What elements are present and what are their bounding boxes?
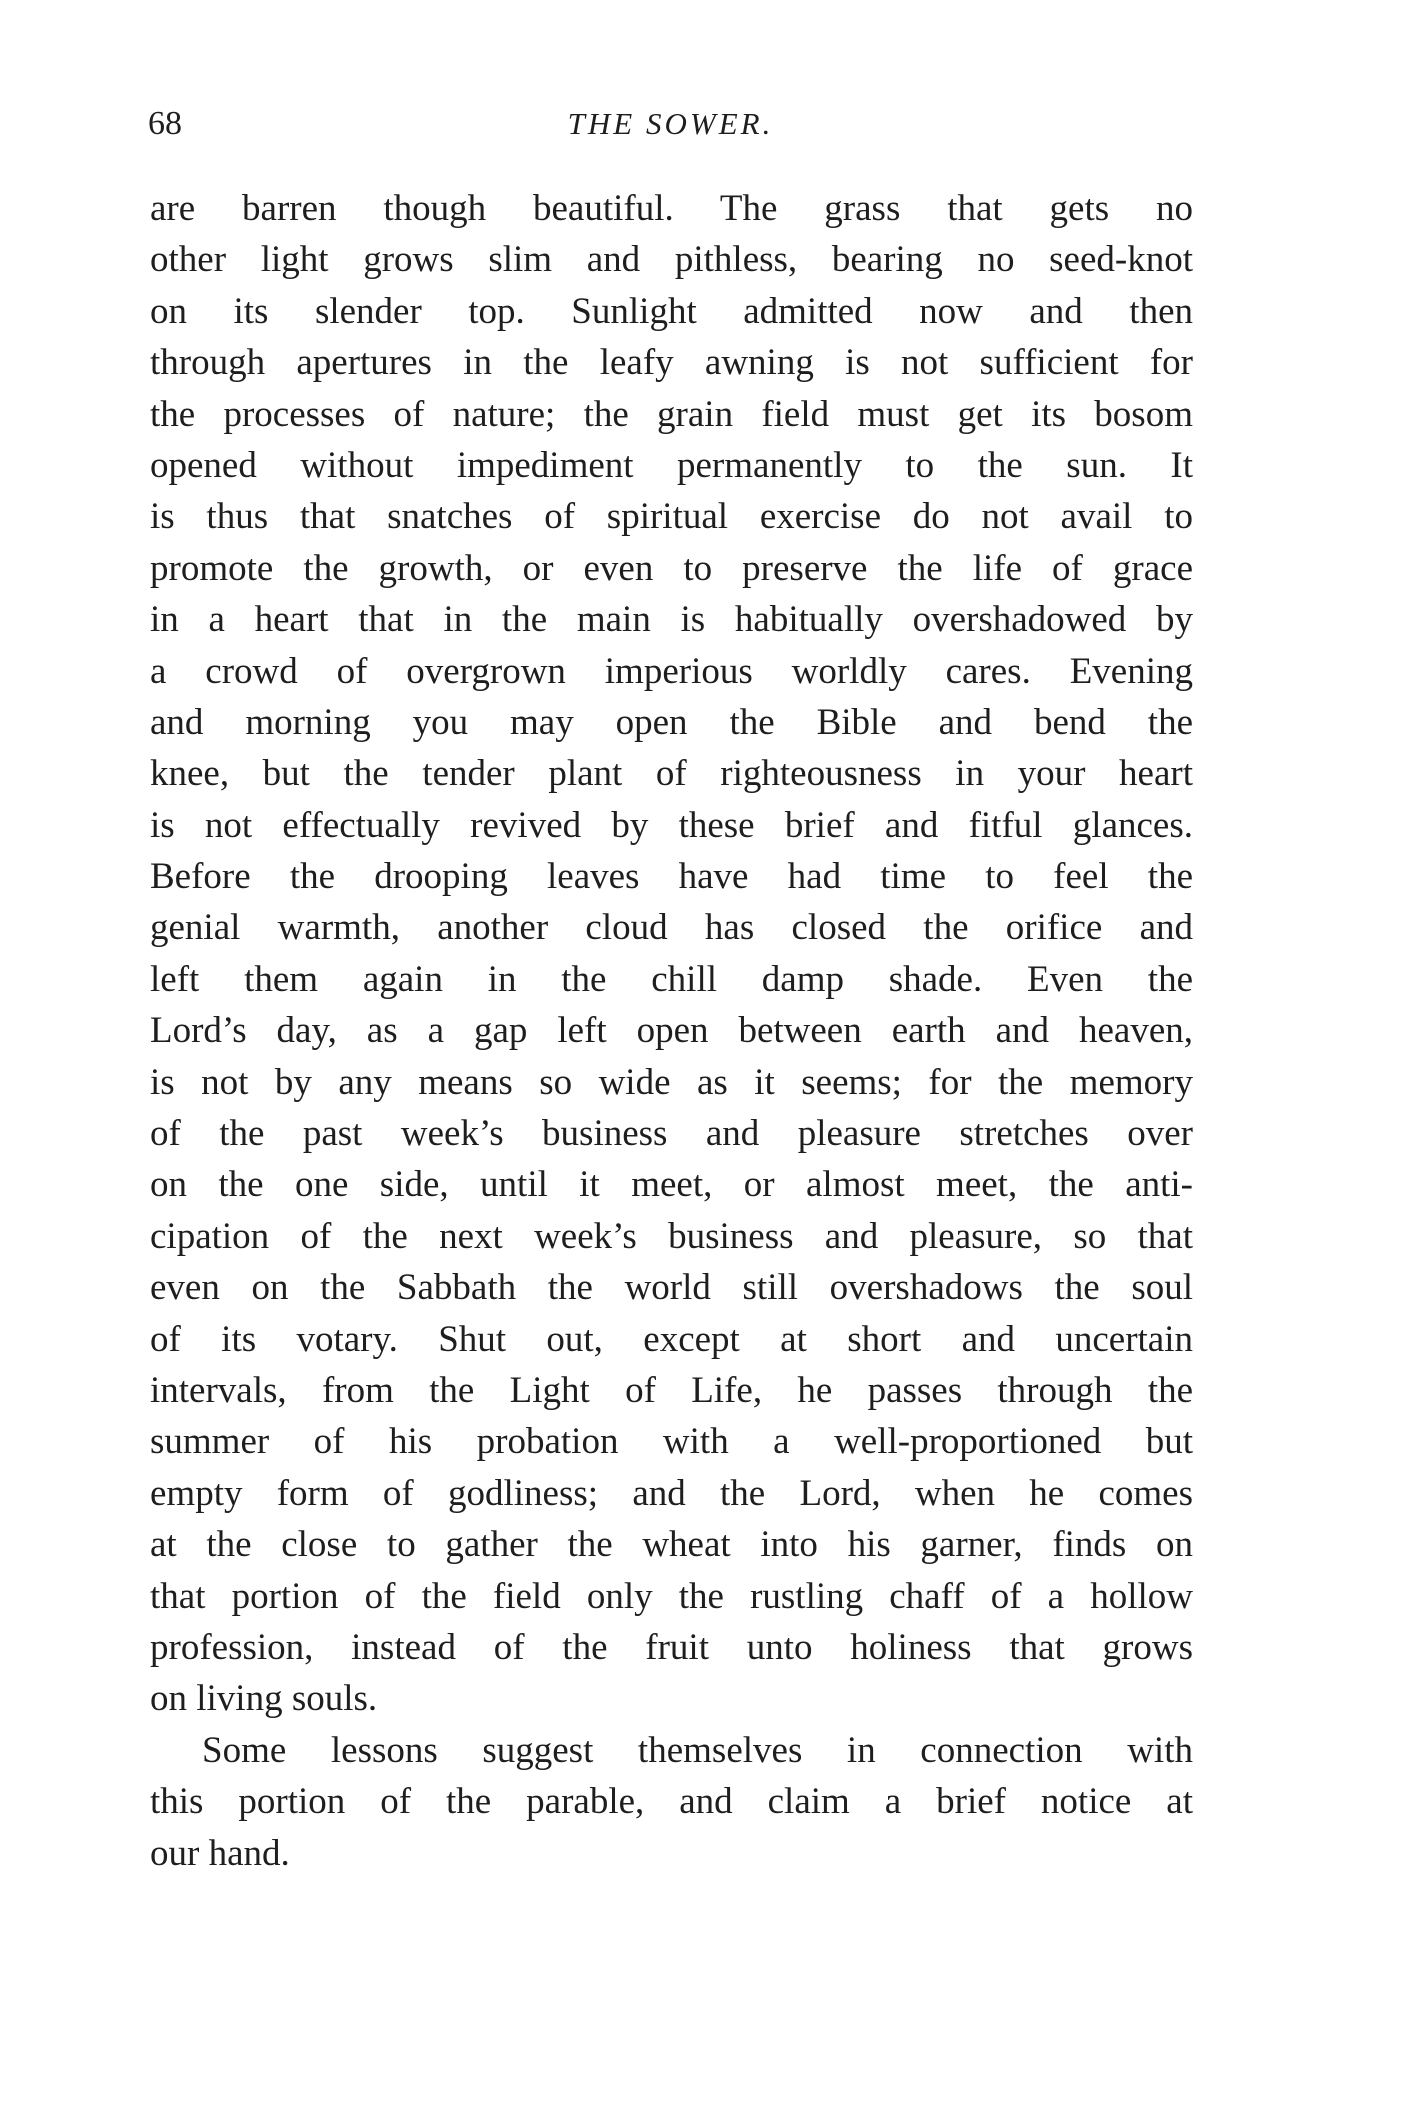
body-text <box>150 183 1193 1879</box>
text-line: Before the drooping leaves have had time to feel the <box>150 856 1193 898</box>
text-line: opened without impediment permanently to the sun. It <box>150 444 1193 486</box>
text-line: Some lessons suggest themselves in connection with <box>202 1729 1193 1771</box>
text-line: is not effectually revived by these brief and fitful glances. <box>150 804 1193 846</box>
text-line: cipation of the next week’s business and pleasure, so that <box>150 1215 1193 1257</box>
text-line: at the close to gather the wheat into his garner, finds on <box>150 1524 1193 1566</box>
text-line: are barren though beautiful. The grass that gets no <box>150 188 1193 229</box>
text-line: this portion of the parable, and claim a brief notice at <box>150 1781 1193 1823</box>
page-number: 68 <box>148 105 182 142</box>
text-line: the processes of nature; the grain field must get its bosom <box>150 393 1193 435</box>
text-line: intervals, from the Light of Life, he passes through the <box>150 1369 1193 1411</box>
text-line: a crowd of overgrown imperious worldly cares. Evening <box>150 650 1193 692</box>
text-line: empty form of godliness; and the Lord, when he comes <box>150 1472 1193 1514</box>
text-line: is not by any means so wide as it seems; for the memory <box>150 1061 1193 1103</box>
paragraph <box>150 1725 1193 1879</box>
text-line: promote the growth, or even to preserve the life of grace <box>150 547 1193 589</box>
text-line: is thus that snatches of spiritual exercise do not avail to <box>150 496 1193 538</box>
text-line: of its votary. Shut out, except at short and uncertain <box>150 1318 1193 1360</box>
text-line: Lord’s day, as a gap left open between earth and heaven, <box>150 1010 1193 1052</box>
paragraph <box>150 183 1193 1725</box>
text-line: knee, but the tender plant of righteousness in your heart <box>150 753 1193 795</box>
text-line: summer of his probation with a well-proportioned but <box>150 1421 1193 1463</box>
text-line: through apertures in the leafy awning is not sufficient for <box>150 342 1193 384</box>
text-line: on living souls. <box>150 1678 378 1720</box>
text-line: of the past week’s business and pleasure stretches over <box>150 1113 1193 1155</box>
text-line: on the one side, until it meet, or almost meet, the anti- <box>150 1164 1193 1206</box>
text-line: that portion of the field only the rustling chaff of a hollow <box>150 1575 1193 1617</box>
text-line: left them again in the chill damp shade. Even the <box>150 958 1193 1000</box>
text-line: our hand. <box>150 1832 290 1874</box>
page-header <box>148 104 1193 156</box>
text-line: and morning you may open the Bible and bend the <box>150 701 1193 743</box>
text-line: other light grows slim and pithless, bearing no seed-knot <box>150 239 1193 281</box>
text-line: even on the Sabbath the world still overshadows the soul <box>150 1267 1193 1309</box>
running-title: THE SOWER. <box>567 106 774 141</box>
text-line: genial warmth, another cloud has closed the orifice and <box>150 907 1193 949</box>
text-line: profession, instead of the fruit unto holiness that grows <box>150 1626 1193 1668</box>
text-line: on its slender top. Sunlight admitted now and then <box>150 290 1193 332</box>
text-line: in a heart that in the main is habitually overshadowed by <box>150 599 1193 641</box>
